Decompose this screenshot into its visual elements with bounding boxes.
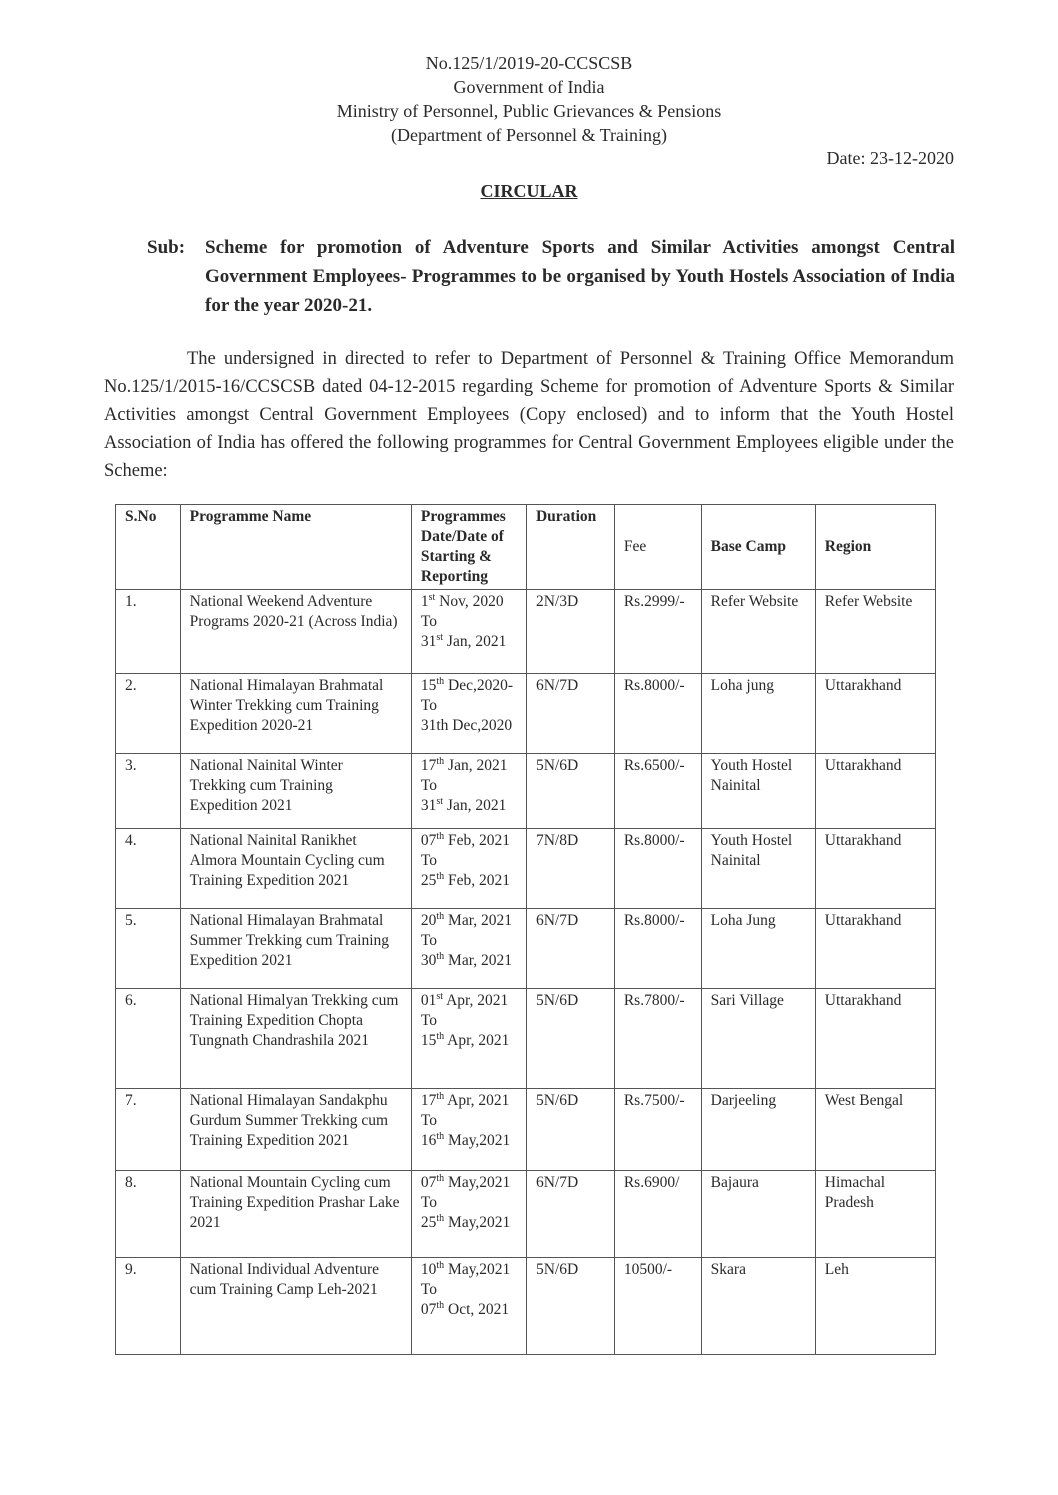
cell-programme-name: National Himalayan Sandakphu Gurdum Summer Trekking cum Training Expedition 2021 — [180, 1089, 411, 1171]
end-day: 07 — [420, 1301, 437, 1318]
start-day: 17 — [420, 757, 437, 774]
to-label: To — [420, 852, 438, 869]
cell-duration: 2N/3D — [526, 590, 614, 674]
cell-programme-name: National Nainital Ranikhet Almora Mountain Cycling cum Training Expedition 2021 — [180, 829, 411, 909]
cell-sno: 8. — [116, 1171, 181, 1258]
start-day: 07 — [420, 832, 437, 849]
table-row — [116, 1089, 936, 1171]
cell-sno: 1. — [116, 590, 181, 674]
ministry-line: Ministry of Personnel, Public Grievances & Pensions — [336, 101, 722, 121]
end-date — [421, 951, 517, 971]
start-day-suffix: th — [436, 1172, 445, 1184]
cell-sno: 4. — [116, 829, 181, 909]
end-date — [421, 1300, 517, 1320]
cell-region: Uttarakhand — [815, 674, 935, 754]
cell-fee: Rs.6900/ — [614, 1171, 701, 1258]
start-month-year: Apr, 2021 — [443, 992, 509, 1009]
letterhead — [0, 51, 1058, 147]
end-date — [421, 716, 517, 736]
header-sno: S.No — [116, 505, 181, 590]
start-day-suffix: th — [436, 1259, 445, 1271]
cell-sno: 6. — [116, 989, 181, 1089]
to-label: To — [420, 932, 438, 949]
header-base-camp: Base Camp — [701, 505, 815, 590]
table-row — [116, 754, 936, 829]
cell-base-camp: Sari Village — [701, 989, 815, 1089]
start-day-suffix: st — [428, 591, 436, 603]
department-line: (Department of Personnel & Training) — [391, 125, 667, 145]
start-day: 1 — [420, 593, 429, 610]
start-day-suffix: th — [436, 675, 445, 687]
table-row — [116, 1258, 936, 1355]
cell-region: Leh — [815, 1258, 935, 1355]
cell-duration: 5N/6D — [526, 1258, 614, 1355]
end-day-suffix: th — [436, 1212, 445, 1224]
to-label: To — [420, 777, 438, 794]
cell-sno: 3. — [116, 754, 181, 829]
cell-duration: 7N/8D — [526, 829, 614, 909]
body-paragraph: The undersigned in directed to refer to Department of Personnel & Training Office Memorandum No.125/1/2015-16/CCSCSB dated 04-12-2015 regarding Scheme for promotion of Adventure Sports & Similar Activities amongst Central Government Employees (Copy enclosed) and to inform that the Youth Hostel Association of India has offered the following programmes for Central Government Employees eligible under the Scheme: — [104, 349, 954, 481]
cell-duration: 6N/7D — [526, 1171, 614, 1258]
cell-dates — [411, 909, 526, 989]
end-month-year: Feb, 2021 — [444, 872, 511, 889]
end-month-year: Apr, 2021 — [444, 1032, 510, 1049]
cell-dates — [411, 1089, 526, 1171]
to-label: To — [420, 1194, 438, 1211]
start-month-year: May,2021 — [444, 1174, 511, 1191]
cell-duration: 5N/6D — [526, 989, 614, 1089]
cell-fee: Rs.7800/- — [614, 989, 701, 1089]
header-programme-name: Programme Name — [180, 505, 411, 590]
start-day-suffix: th — [436, 755, 445, 767]
table-body — [116, 590, 936, 1355]
end-date — [421, 1031, 517, 1051]
start-day: 01 — [420, 992, 437, 1009]
cell-dates — [411, 754, 526, 829]
start-day: 20 — [420, 912, 437, 929]
header-dates: Programmes Date/Date of Starting & Reporting — [411, 505, 526, 590]
subject-label: Sub: — [147, 237, 186, 258]
start-month-year: Feb, 2021 — [444, 832, 511, 849]
end-month-year: Oct, 2021 — [444, 1301, 510, 1318]
table-row — [116, 1171, 936, 1258]
cell-dates — [411, 1258, 526, 1355]
start-date — [421, 1260, 517, 1280]
cell-fee: Rs.2999/- — [614, 590, 701, 674]
subject-block — [147, 233, 955, 320]
cell-duration: 5N/6D — [526, 754, 614, 829]
cell-region: Himachal Pradesh — [815, 1171, 935, 1258]
cell-region: West Bengal — [815, 1089, 935, 1171]
end-day-suffix: th — [436, 950, 445, 962]
end-date — [421, 871, 517, 891]
start-date — [421, 911, 517, 931]
end-day-suffix: st — [436, 795, 444, 807]
header-region: Region — [815, 505, 935, 590]
cell-dates — [411, 1171, 526, 1258]
header-duration: Duration — [526, 505, 614, 590]
table-row — [116, 829, 936, 909]
end-date — [421, 1131, 517, 1151]
end-day-suffix: th — [436, 1030, 445, 1042]
cell-region: Uttarakhand — [815, 909, 935, 989]
end-day-suffix: th — [436, 1299, 445, 1311]
cell-duration: 6N/7D — [526, 909, 614, 989]
start-date — [421, 1173, 517, 1193]
cell-programme-name: National Himalayan Brahmatal Summer Trekking cum Training Expedition 2021 — [180, 909, 411, 989]
end-day-suffix: st — [436, 631, 444, 643]
cell-fee: 10500/- — [614, 1258, 701, 1355]
programmes-table — [115, 504, 936, 1355]
start-month-year: Apr, 2021 — [444, 1092, 510, 1109]
to-label: To — [420, 697, 438, 714]
cell-fee: Rs.6500/- — [614, 754, 701, 829]
start-day-suffix: th — [436, 1090, 445, 1102]
start-day: 07 — [420, 1174, 437, 1191]
cell-base-camp: Loha jung — [701, 674, 815, 754]
government-line: Government of India — [453, 77, 605, 97]
end-month-year: 31th Dec,2020 — [420, 717, 513, 734]
start-month-year: Nov, 2020 — [435, 593, 504, 610]
circular-date: Date: 23-12-2020 — [826, 148, 954, 168]
end-day: 30 — [420, 952, 437, 969]
cell-programme-name: National Nainital Winter Trekking cum Training Expedition 2021 — [180, 754, 411, 829]
start-date — [421, 991, 517, 1011]
reference-number: No.125/1/2019-20-CCSCSB — [425, 53, 633, 73]
to-label: To — [420, 1112, 438, 1129]
table-row — [116, 590, 936, 674]
end-date — [421, 1213, 517, 1233]
subject-text: Scheme for promotion of Adventure Sports and Similar Activities amongst Central Government Employees- Programmes to be organised by Youth Hostels Association of India for the year 2020-21. — [205, 237, 955, 316]
end-day: 31 — [420, 633, 437, 650]
cell-duration: 6N/7D — [526, 674, 614, 754]
start-day: 17 — [420, 1092, 437, 1109]
start-date — [421, 756, 517, 776]
to-label: To — [420, 1281, 438, 1298]
end-date — [421, 632, 517, 652]
cell-region: Uttarakhand — [815, 829, 935, 909]
table-row — [116, 989, 936, 1089]
end-day: 31 — [420, 797, 437, 814]
cell-programme-name: National Individual Adventure cum Training Camp Leh-2021 — [180, 1258, 411, 1355]
end-month-year: Jan, 2021 — [443, 797, 507, 814]
cell-duration: 5N/6D — [526, 1089, 614, 1171]
cell-sno: 2. — [116, 674, 181, 754]
end-date — [421, 796, 517, 816]
end-day: 25 — [420, 872, 437, 889]
cell-base-camp: Refer Website — [701, 590, 815, 674]
end-day-suffix: th — [436, 1130, 445, 1142]
cell-sno: 7. — [116, 1089, 181, 1171]
cell-base-camp: Youth Hostel Nainital — [701, 754, 815, 829]
start-month-year: Jan, 2021 — [444, 757, 508, 774]
cell-base-camp: Skara — [701, 1258, 815, 1355]
cell-dates — [411, 829, 526, 909]
to-label: To — [420, 613, 438, 630]
circular-title: CIRCULAR — [480, 181, 578, 201]
start-date — [421, 831, 517, 851]
to-label: To — [420, 1012, 438, 1029]
end-day: 16 — [420, 1132, 437, 1149]
cell-fee: Rs.8000/- — [614, 674, 701, 754]
cell-sno: 9. — [116, 1258, 181, 1355]
table-row — [116, 674, 936, 754]
end-day: 25 — [420, 1214, 437, 1231]
cell-base-camp: Youth Hostel Nainital — [701, 829, 815, 909]
start-day-suffix: st — [436, 990, 444, 1002]
end-month-year: Jan, 2021 — [443, 633, 507, 650]
cell-base-camp: Darjeeling — [701, 1089, 815, 1171]
cell-programme-name: National Himalayan Brahmatal Winter Trekking cum Training Expedition 2020-21 — [180, 674, 411, 754]
start-date — [421, 592, 517, 612]
start-date — [421, 676, 517, 696]
end-day-suffix: th — [436, 870, 445, 882]
cell-dates — [411, 989, 526, 1089]
cell-base-camp: Loha Jung — [701, 909, 815, 989]
start-day: 10 — [420, 1261, 437, 1278]
cell-region: Uttarakhand — [815, 989, 935, 1089]
end-month-year: May,2021 — [444, 1214, 511, 1231]
cell-sno: 5. — [116, 909, 181, 989]
start-day-suffix: th — [436, 830, 445, 842]
start-month-year: Dec,2020- — [444, 677, 514, 694]
cell-dates — [411, 590, 526, 674]
cell-dates — [411, 674, 526, 754]
header-fee: Fee — [614, 505, 701, 590]
start-month-year: May,2021 — [444, 1261, 511, 1278]
start-month-year: Mar, 2021 — [444, 912, 512, 929]
cell-programme-name: National Weekend Adventure Programs 2020-21 (Across India) — [180, 590, 411, 674]
start-day-suffix: th — [436, 910, 445, 922]
cell-region: Refer Website — [815, 590, 935, 674]
end-day: 15 — [420, 1032, 437, 1049]
cell-fee: Rs.8000/- — [614, 829, 701, 909]
end-month-year: Mar, 2021 — [444, 952, 512, 969]
table-header-row — [116, 505, 936, 590]
cell-region: Uttarakhand — [815, 754, 935, 829]
table-row — [116, 909, 936, 989]
cell-programme-name: National Mountain Cycling cum Training Expedition Prashar Lake 2021 — [180, 1171, 411, 1258]
cell-fee: Rs.8000/- — [614, 909, 701, 989]
end-month-year: May,2021 — [444, 1132, 511, 1149]
cell-programme-name: National Himalyan Trekking cum Training Expedition Chopta Tungnath Chandrashila 2021 — [180, 989, 411, 1089]
cell-base-camp: Bajaura — [701, 1171, 815, 1258]
start-day: 15 — [420, 677, 437, 694]
cell-fee: Rs.7500/- — [614, 1089, 701, 1171]
start-date — [421, 1091, 517, 1111]
